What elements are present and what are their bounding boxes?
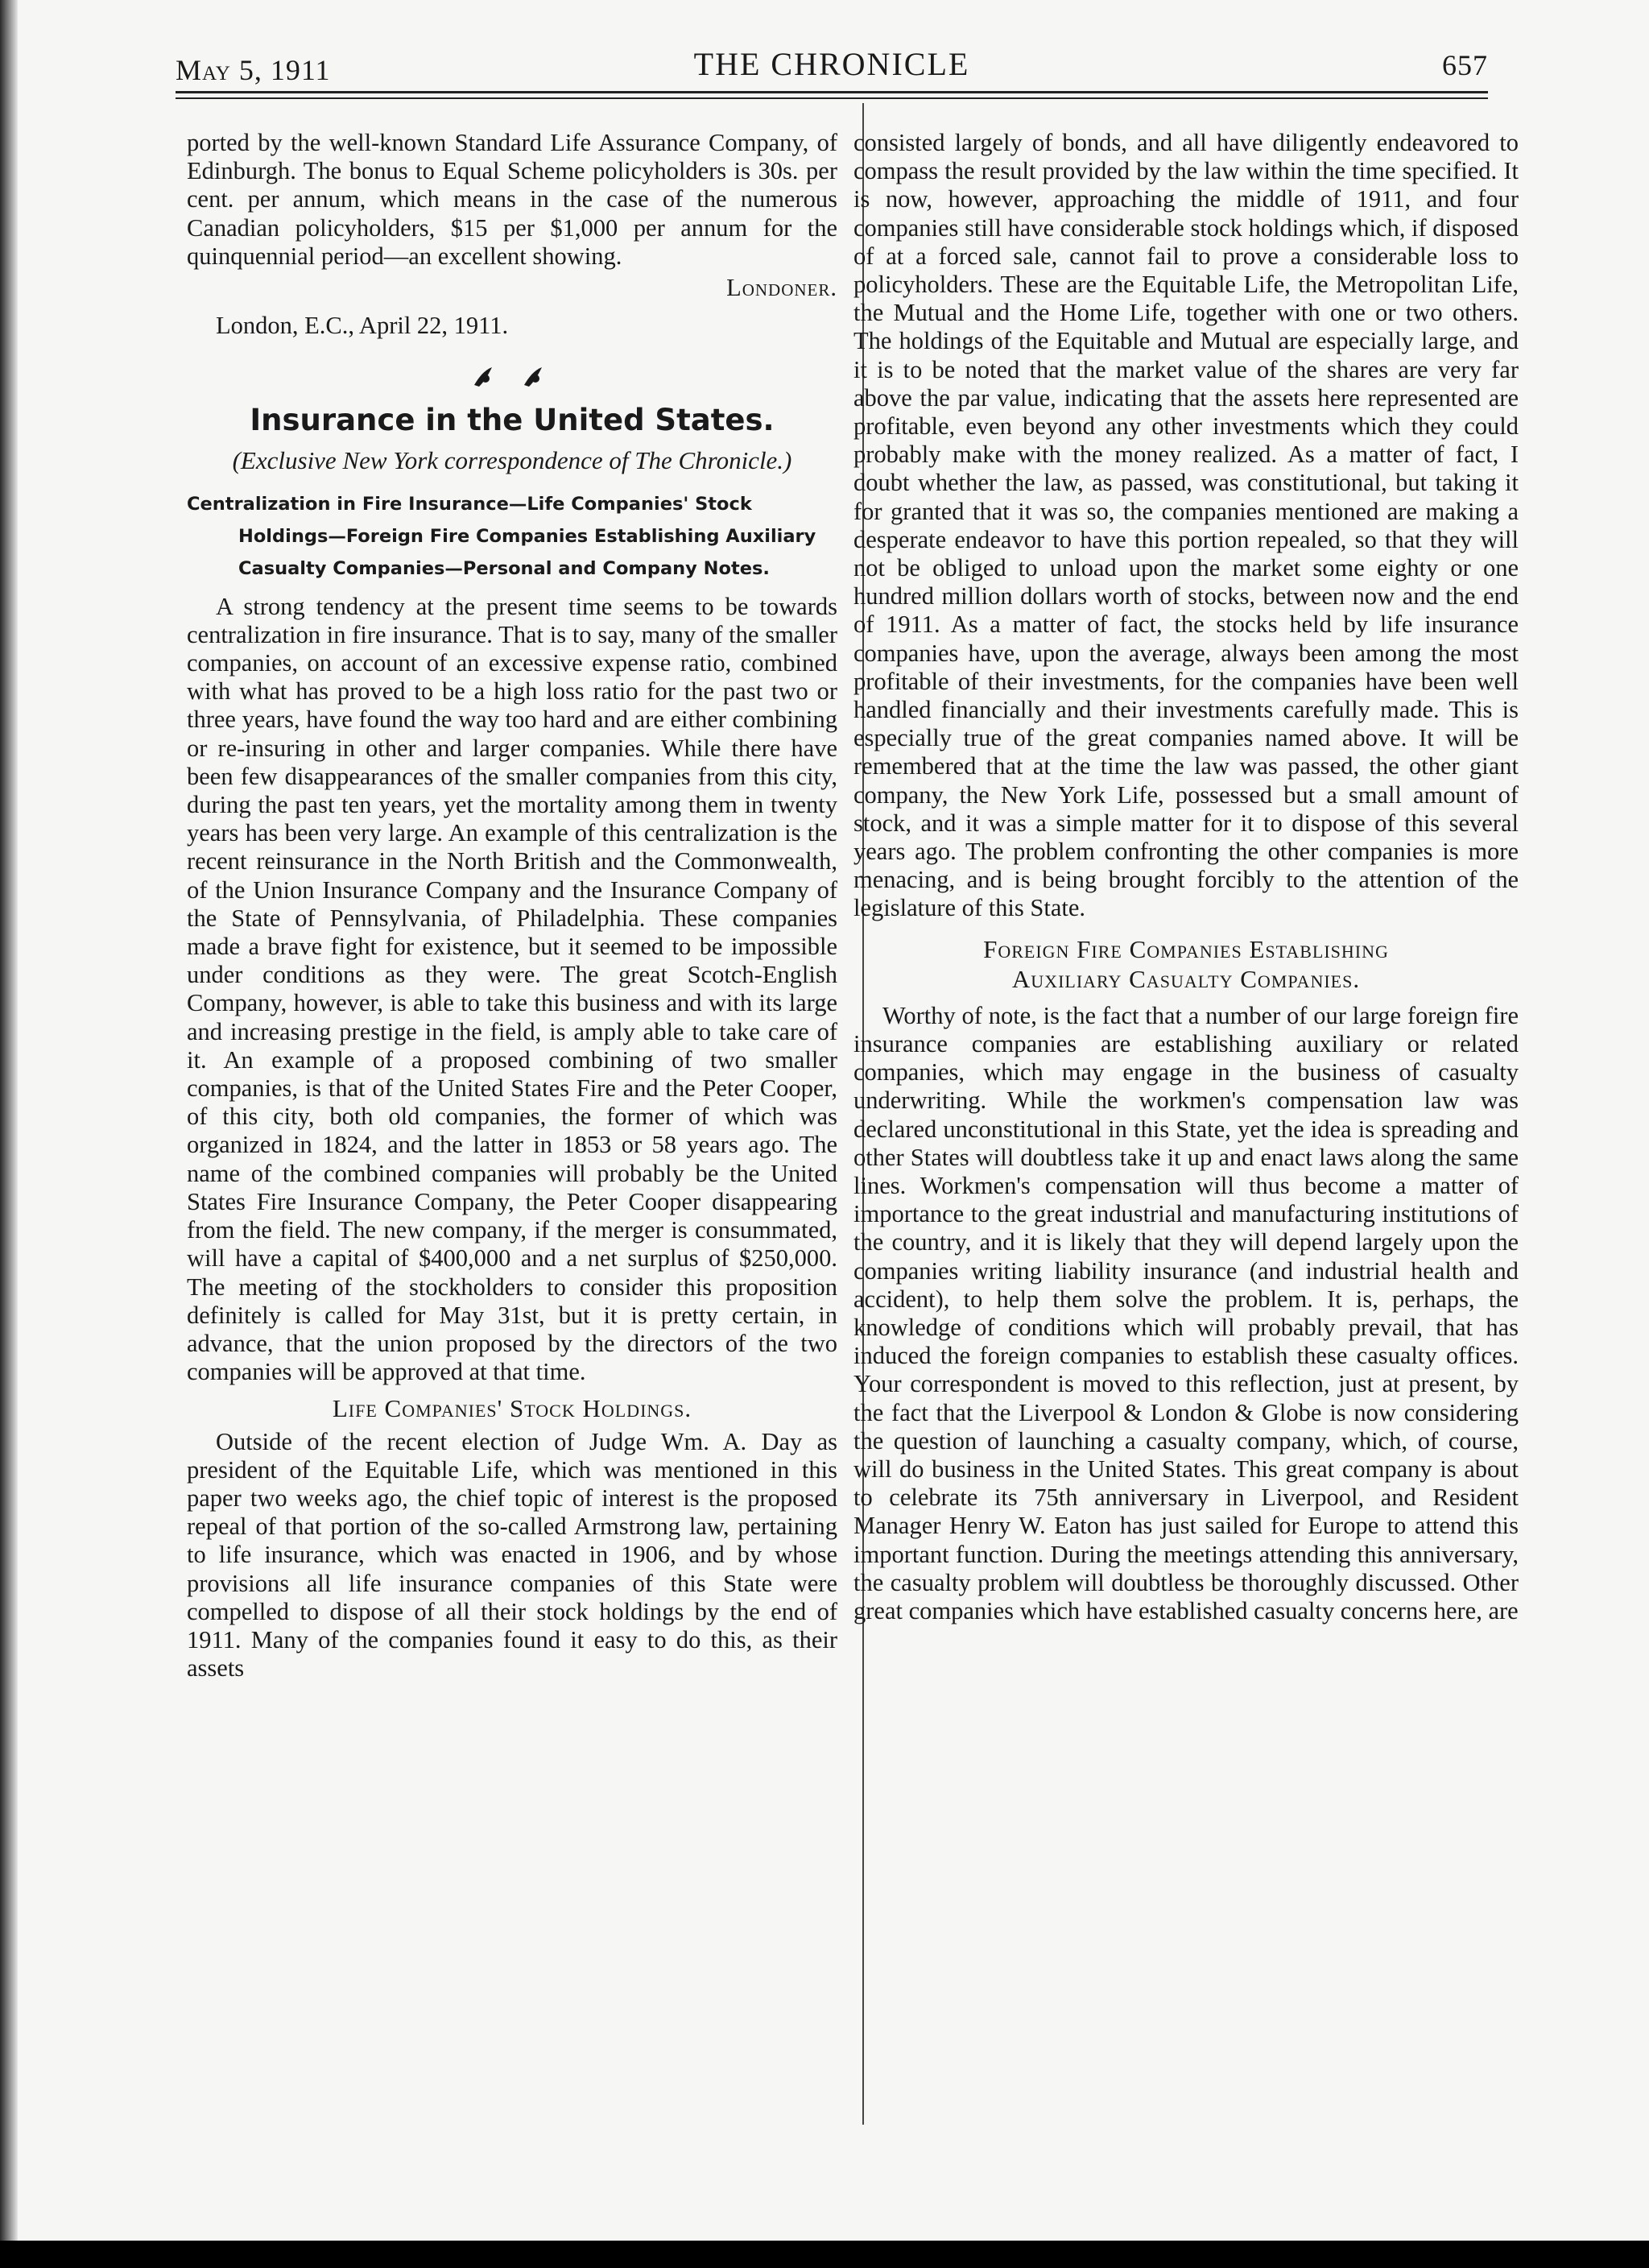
body-paragraph: consisted largely of bonds, and all have diligently endeavored to compass the result provided by the law within the time specified. It is now, however, approaching the middle of 1911, and four companies still have considerable stock holdings which, if disposed of at a forced sale, cannot fail to prove a considerable loss to policyholders. These are the Equitable Life, the Metropolitan Life, the Mutual and the Home Life, together with one or two others. The holdings of the Equitable and Mutual are especially large, and it is to be noted that the market value of the shares are very far above the par value, indicating that the assets here represented are profitable, even beyond any other investments which they could probably make with the money realized. As a matter of fact, I doubt whether the law, as passed, was constitutional, but taking it for granted that it was so, the companies mentioned are making a desperate endeavor to have this portion repealed, so that they will not be obliged to unload upon the market some eighty or one hundred million dollars worth of stocks, between now and the end of 1911. As a matter of fact, the stocks held by life insurance companies have, upon the average, always been among the most profitable of their investments, for the companies have been well handled financially and their investments carefully made. This is especially true of the great companies named above. It will be remembered that at the time the law was passed, the other giant company, the New York Life, possessed but a small amount of stock, and it was a simple matter for it to dispose of this several years ago. The problem confronting the other companies is more menacing, and is being brought forcibly to the attention of the legislature of this State.: [853, 129, 1519, 922]
article-subhead: (Exclusive New York correspondence of The Chronicle.): [232, 445, 792, 474]
section-heading-foreign-fire: [886, 934, 1486, 994]
scan-left-edge: [0, 0, 18, 2268]
scan-bottom-edge: [0, 2241, 1649, 2268]
ornament-icon: [468, 362, 556, 390]
continued-paragraph: ported by the well-known Standard Life Assurance Company, of Edinburgh. The bonus to Equal Scheme policyholders is 30s. per cent. per annum, which means in the case of the numerous Canadian policyholders, $15 per $1,000 per annum for the quinquennial period—an excellent showing.: [187, 129, 837, 270]
section-heading-line: Auxiliary Casualty Companies.: [1011, 964, 1361, 993]
body-paragraph: Outside of the recent election of Judge Wm. A. Day as president of the Equitable Life, which was mentioned in this paper two weeks ago, the chief topic of interest is the proposed repeal of that portion of the so-called Armstrong law, pertaining to life insurance, which was enacted in 1906, and by whose provisions all life insurance companies of this State were compelled to dispose of all their stock holdings by the end of 1911. Many of the companies found it easy to do this, as their assets: [187, 1427, 837, 1682]
right-column: [853, 129, 1519, 1625]
header-rule-bottom: [176, 97, 1488, 99]
article-headline: Insurance in the United States.: [250, 403, 775, 438]
page-number: 657: [1442, 49, 1488, 81]
author-signature: Londoner.: [726, 274, 837, 302]
publication-title: THE CHRONICLE: [693, 46, 970, 82]
article-deck: Centralization in Fire Insurance—Life Companies' Stock Holdings—Foreign Fire Companies Establishing Auxiliary Casualty Companies—Personal and Company Notes.: [187, 493, 816, 579]
section-heading-life-companies: Life Companies' Stock Holdings.: [332, 1394, 692, 1423]
header-rule-top: [176, 91, 1488, 93]
body-paragraph: A strong tendency at the present time seems to be towards centralization in fire insurance. That is to say, many of the smaller companies, on account of an excessive expense ratio, combined with what has proved to be a high loss ratio for the past two or three years, have found the way too hard and are either combining or re-insuring in other and larger companies. While there have been few disappearances of the smaller companies from this city, during the past ten years, yet the mortality among them in twenty years has been very large. An example of this centralization is the recent reinsurance in the North British and the Commonwealth, of the Union Insurance Company and the Insurance Company of the State of Pennsylvania, of Philadelphia. These companies made a brave fight for existence, but it seemed to be impossible under conditions as they were. The great Scotch-English Company, however, is able to take this business and with its large and increasing prestige in the field, is amply able to take care of it. An example of a proposed combining of two smaller companies, is that of the United States Fire and the Peter Cooper, of this city, both old companies, the former of which was organized in 1824, and the latter in 1853 or 58 years ago. The name of the combined companies will probably be the United States Fire Insurance Company, the Peter Cooper disappearing from the field. The new company, if the merger is consummated, will have a capital of $400,000 and a net surplus of $250,000. The meeting of the stockholders to consider this proposition definitely is called for May 31st, but it is pretty certain, in advance, that the union proposed by the directors of the two companies will be approved at that time.: [187, 592, 837, 1386]
section-ornament: [187, 362, 837, 390]
page-header: [176, 42, 1488, 90]
body-paragraph: Worthy of note, is the fact that a number of our large foreign fire insurance companies are establishing auxiliary or related companies, which may engage in the business of casualty underwriting. While the workmen's compensation law was declared unconstitutional in this State, yet the idea is spreading and other States will doubtless take it up and enact laws along the same lines. Workmen's compensation will thus become a matter of importance to the great industrial and manufacturing institutions of the country, and it is likely that they will depend largely upon the companies writing liability insurance (and industrial health and accident), to help them solve the problem. It is, perhaps, the knowledge of conditions which will probably prevail, that has induced the foreign companies to establish these casualty offices. Your correspondent is moved to this reflection, just at present, by the fact that the Liverpool & London & Globe is now considering the question of launching a casualty company, which, of course, will do business in the United States. This great company is about to celebrate its 75th anniversary in Liverpool, and Resident Manager Henry W. Eaton has just sailed for Europe to attend this important function. During the meetings attending this anniversary, the casualty problem will doubtless be thoroughly discussed. Other great companies which have established casualty concerns here, are: [853, 1001, 1519, 1624]
section-heading-line: Foreign Fire Companies Establishing: [983, 934, 1389, 963]
dateline: London, E.C., April 22, 1911.: [216, 312, 509, 340]
header-date: May 5, 1911: [176, 54, 331, 86]
left-column: [187, 129, 837, 1682]
